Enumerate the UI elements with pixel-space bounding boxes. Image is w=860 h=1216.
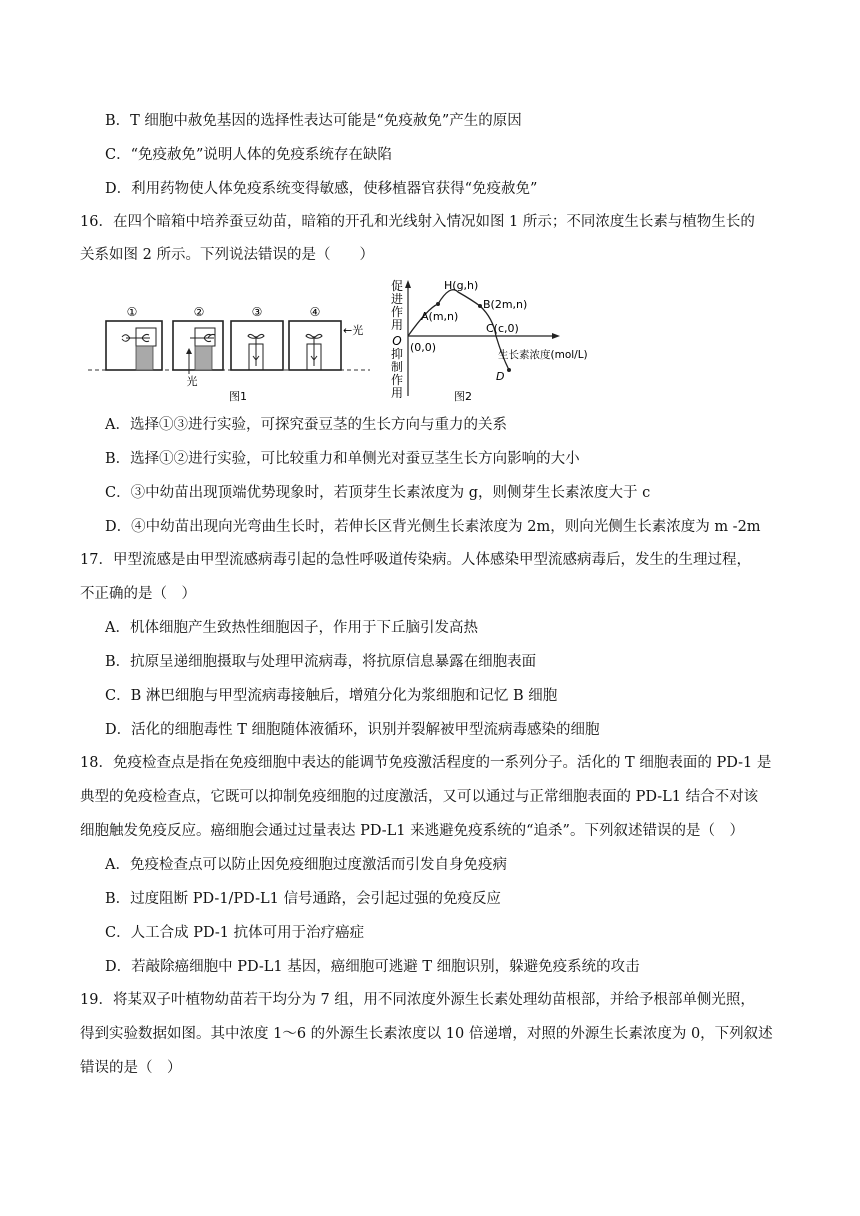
x-axis-label: 生长素浓度(mol/L) (498, 349, 588, 361)
q17-option-b: B．抗原呈递细胞摄取与处理甲流病毒，将抗原信息暴露在细胞表面 (105, 654, 537, 670)
figure1-caption: 图1 (229, 390, 247, 403)
point-b-dot (478, 304, 482, 308)
q15-option-c: C．“免疫赦免”说明人体的免疫系统存在缺陷 (105, 147, 392, 163)
q18-option-c: C．人工合成 PD-1 抗体可用于治疗癌症 (105, 925, 365, 941)
q15-option-d: D．利用药物使人体免疫系统变得敏感，使移植器官获得“免疫赦免” (105, 181, 538, 197)
q17-stem-line2: 不正确的是（ ） (80, 586, 196, 602)
q19-stem-line2: 得到实验数据如图。其中浓度 1～6 的外源生长素浓度以 10 倍递增，对照的外源生长素浓度为 0，下列叙述 (80, 1026, 773, 1042)
y-label-promote-3: 作 (390, 305, 404, 319)
box4-label: ④ (309, 305, 321, 319)
box2-seedling (190, 334, 215, 341)
q18-option-b: B．过度阻断 PD-1/PD-L1 信号通路，会引起过强的免疫反应 (105, 891, 501, 907)
box1-stand (136, 346, 153, 370)
q18-stem-line3: 细胞触发免疫反应。癌细胞会通过过量表达 PD-L1 来逃避免疫系统的“追杀”。下列叙述错误的是（ ） (80, 823, 744, 839)
q18-option-a: A．免疫检查点可以防止因免疫细胞过度激活而引发自身免疫病 (105, 857, 507, 873)
point-d-dot (507, 368, 511, 372)
box3-label: ③ (251, 305, 263, 319)
q16-figure (88, 278, 608, 408)
q18-stem-line2: 典型的免疫检查点，它既可以抑制免疫细胞的过度激活，又可以通过与正常细胞表面的 PD-L1 结合不对该 (80, 789, 759, 805)
y-label-promote-2: 进 (390, 292, 404, 306)
y-label-promote-4: 用 (390, 318, 404, 332)
q17-option-a: A．机体细胞产生致热性细胞因子，作用于下丘脑引发高热 (105, 620, 478, 636)
q16-option-a: A．选择①③进行实验，可探究蚕豆茎的生长方向与重力的关系 (105, 417, 507, 433)
q16-stem-line1: 16．在四个暗箱中培养蚕豆幼苗，暗箱的开孔和光线射入情况如图 1 所示；不同浓度生长素与植物生长的 (80, 214, 755, 230)
q17-option-c: C．B 淋巴细胞与甲型流病毒接触后，增殖分化为浆细胞和记忆 B 细胞 (105, 688, 558, 704)
box2-stand (195, 346, 212, 370)
point-b-label: B(2m,n) (483, 298, 528, 311)
y-label-inhibit-2: 制 (390, 360, 404, 374)
figure2 (391, 279, 588, 403)
x-axis-arrow (552, 333, 560, 339)
q18-stem-line1: 18．免疫检查点是指在免疫细胞中表达的能调节免疫激活程度的一系列分子。活化的 T 细胞表面的 PD-1 是 (80, 755, 772, 771)
q19-stem-line3: 错误的是（ ） (80, 1060, 182, 1076)
y-label-inhibit-1: 抑 (390, 347, 404, 361)
dark-box-3 (231, 321, 283, 370)
point-a-dot (436, 302, 440, 306)
point-d-label: D (496, 370, 505, 383)
origin-label: O (392, 334, 402, 348)
figure2-caption: 图2 (454, 390, 472, 403)
dark-box-4 (289, 321, 341, 370)
y-axis-arrow (405, 280, 411, 288)
q17-stem-line1: 17．甲型流感是由甲型流感病毒引起的急性呼吸道传染病。人体感染甲型流感病毒后，发生的生理过程， (80, 552, 751, 568)
point-c-label: C(c,0) (486, 322, 519, 335)
q16-option-b: B．选择①②进行实验，可比较重力和单侧光对蚕豆茎生长方向影响的大小 (105, 451, 580, 467)
origin-coord-label: (0,0) (410, 341, 437, 354)
y-label-inhibit-3: 作 (390, 373, 404, 387)
box2-light-label: 光 (186, 375, 198, 388)
q19-stem-line1: 19．将某双子叶植物幼苗若干均分为 7 组，用不同浓度外源生长素处理幼苗根部，并给予根部单侧光照， (80, 992, 755, 1008)
box3-seedling (248, 334, 264, 366)
figure1 (88, 305, 370, 403)
box4-light-label: ←光 (343, 324, 364, 337)
q17-option-d: D．活化的细胞毒性 T 细胞随体液循环，识别并裂解被甲型流病毒感染的细胞 (105, 722, 600, 738)
q16-option-c: C．③中幼苗出现顶端优势现象时，若顶芽生长素浓度为 g，则侧芽生长素浓度大于 c (105, 485, 651, 501)
box2-label: ② (193, 305, 205, 319)
box1-window (136, 328, 156, 346)
box1-label: ① (126, 305, 138, 319)
q16-stem-line2: 关系如图 2 所示。下列说法错误的是（ ） (80, 247, 374, 263)
q16-option-d: D．④中幼苗出现向光弯曲生长时，若伸长区背光侧生长素浓度为 2m，则向光侧生长素浓度为 m -2m (105, 519, 761, 535)
point-h-label: H(g,h) (444, 279, 479, 292)
y-label-inhibit-4: 用 (390, 386, 404, 400)
y-label-promote-1: 促 (390, 279, 404, 293)
box4-seedling (306, 334, 322, 366)
q18-option-d: D．若敲除癌细胞中 PD-L1 基因，癌细胞可逃避 T 细胞识别，躲避免疫系统的攻击 (105, 959, 640, 975)
point-a-label: A(m,n) (421, 310, 459, 323)
q15-option-b: B．T 细胞中赦免基因的选择性表达可能是“免疫赦免”产生的原因 (105, 113, 522, 129)
